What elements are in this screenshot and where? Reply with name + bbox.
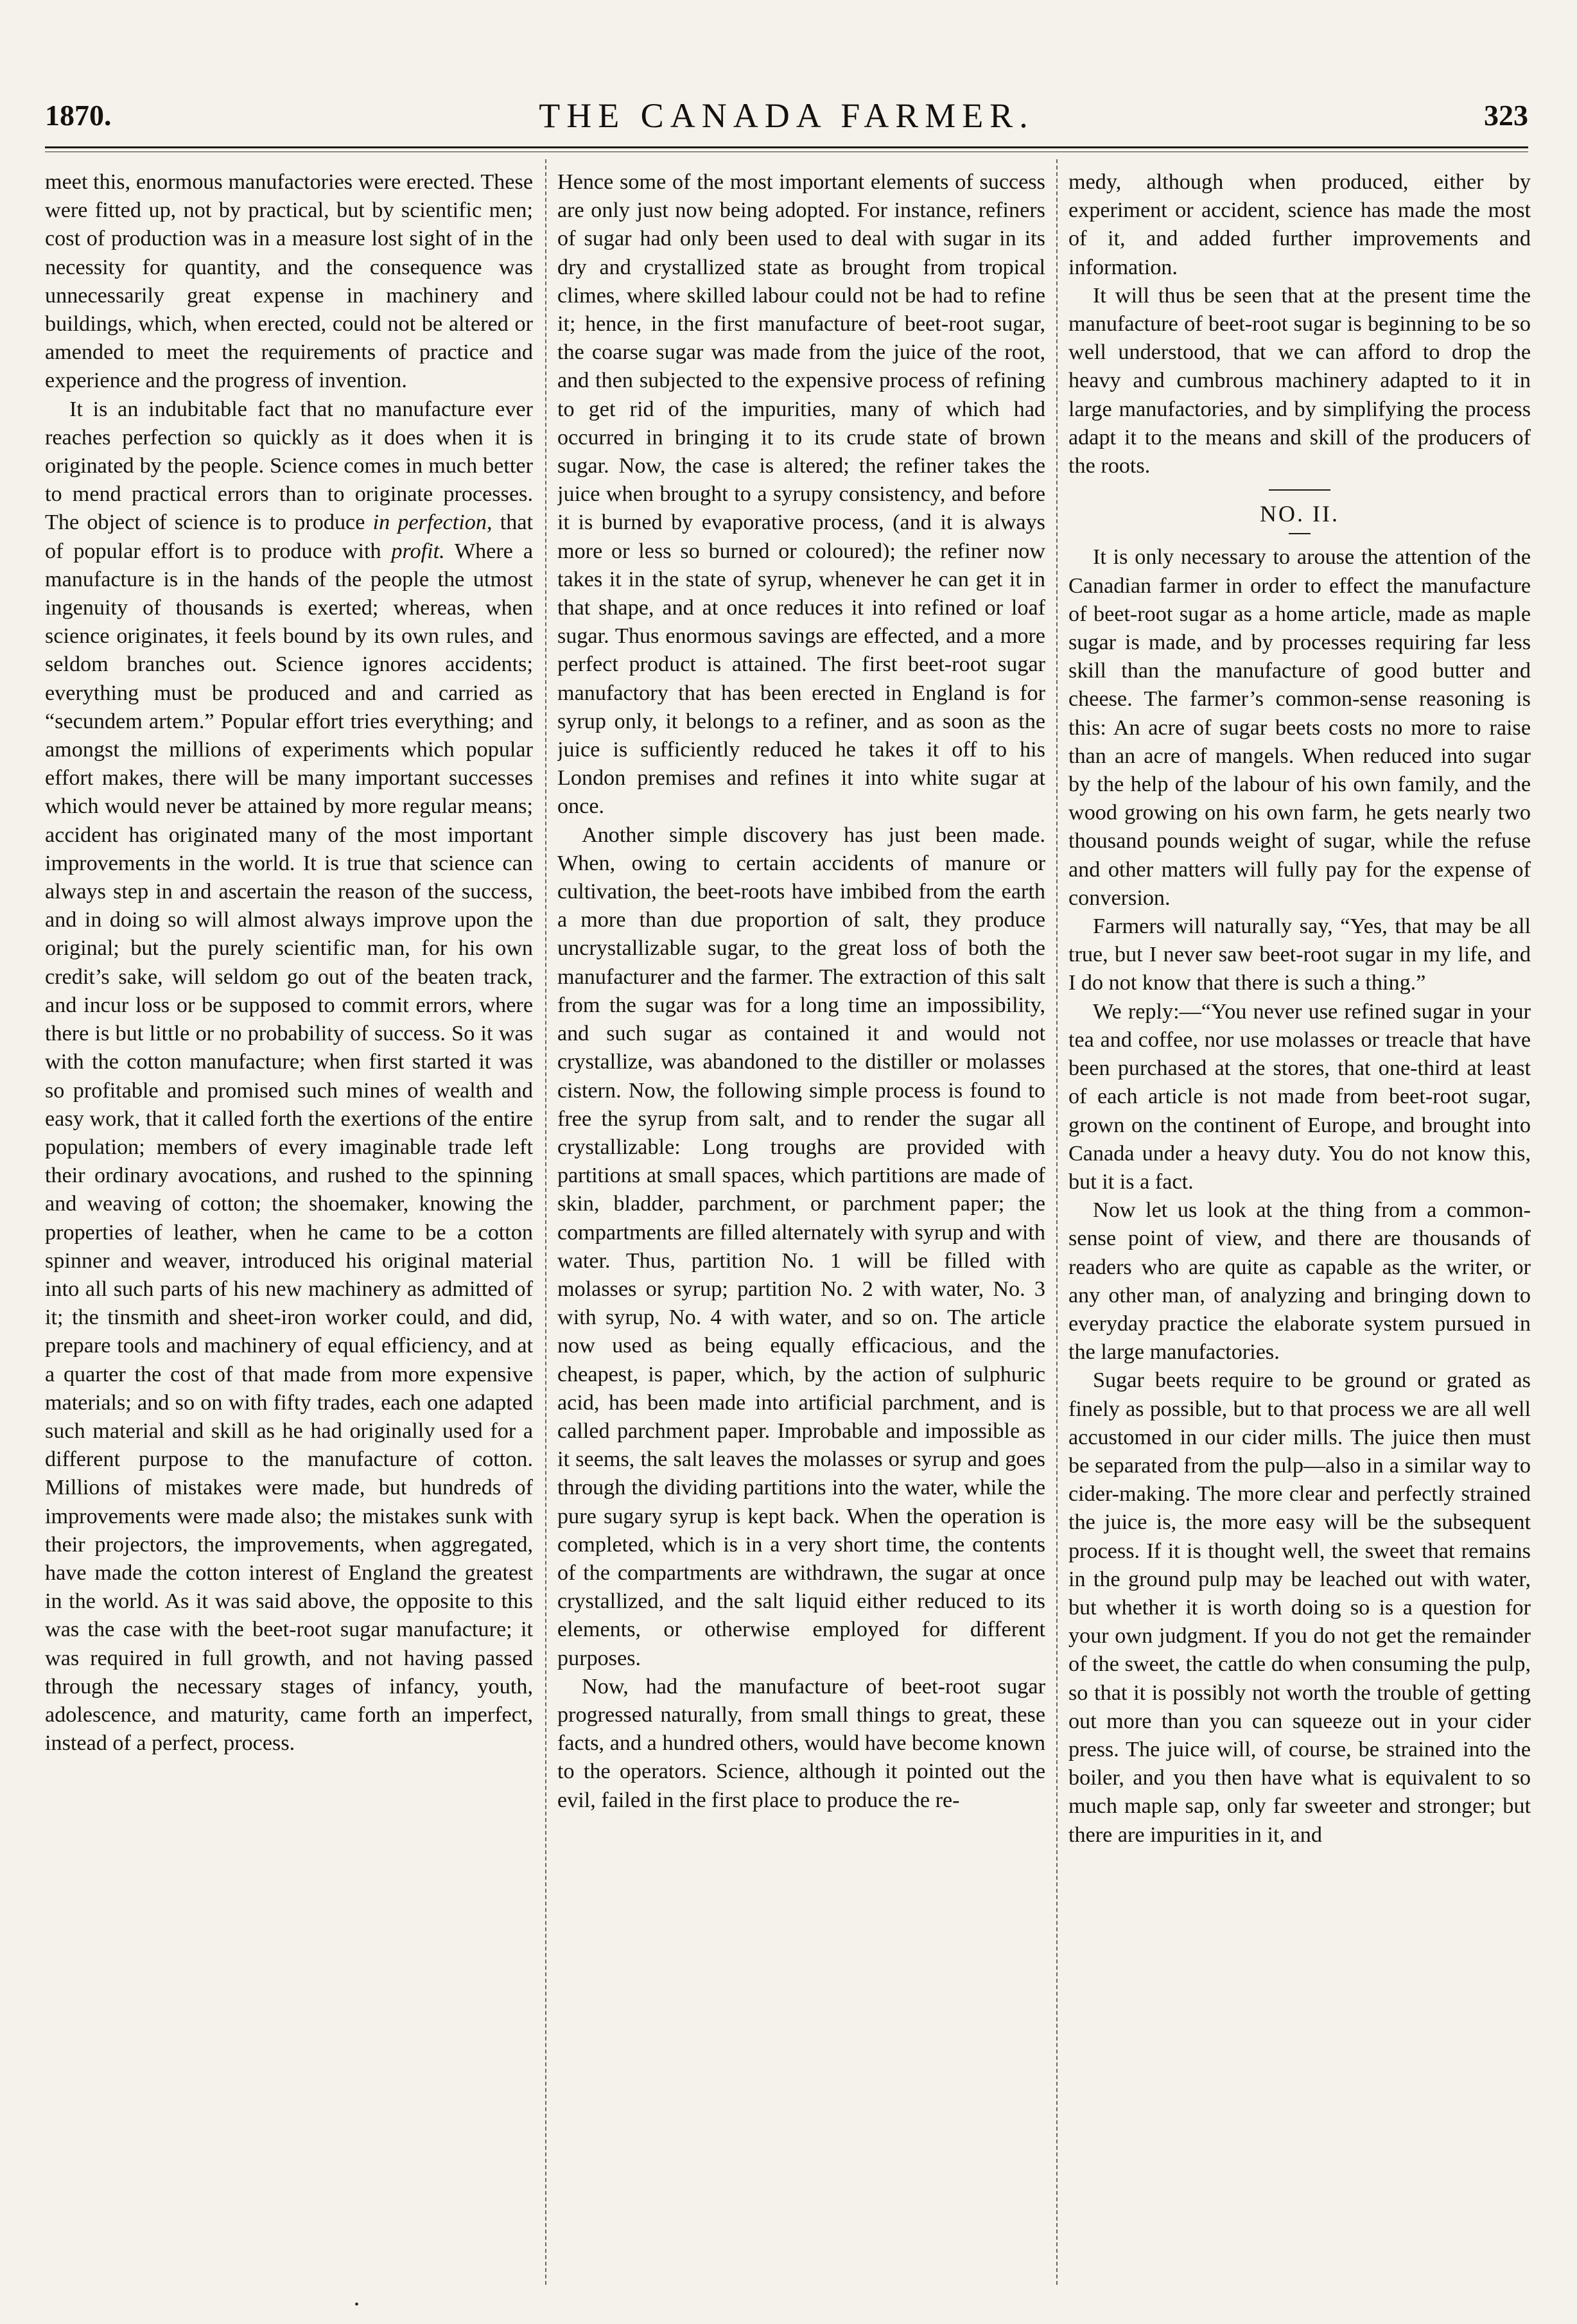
column-2 — [557, 168, 1045, 2281]
paragraph: meet this, enormous manufactories were erected. These were fitted up, not by practical, but by scientific men; cost of production was in a measure lost sight of in the necessity for quantity, and the consequence was unnecessarily great expense in machinery and buildings, which, when erected, could not be altered or amended to meet the requirements of practice and experience and the progress of invention. — [45, 170, 533, 393]
issue-year: 1870. — [45, 99, 112, 132]
section-heading: NO. II. — [1260, 501, 1339, 527]
page-number: 323 — [1484, 99, 1528, 132]
paragraph: medy, although when produced, either by experiment or accident, science has made the most of it, and added further improvements and information. — [1068, 170, 1531, 279]
paragraph: Now let us look at the thing from a common-sense point of view, and there are thousands of readers who are quite as capable as the writer, or any other man, of analyzing and bringing down to everyday practice the elaborate system pursued in the large manufactories. — [1068, 1198, 1531, 1365]
column-divider — [1056, 159, 1058, 2285]
paragraph: It is only necessary to arouse the attention of the Canadian farmer in order to effect the manufacture of beet-root sugar as a home article, made as maple sugar is made, and by processes requiring far less skill than the manufacture of good butter and cheese. The farmer’s common-sense reasoning is this: An acre of sugar beets costs no more to raise than an acre of mangels. When reduced into sugar by the help of the labour of his own family, and the wood growing on his own farm, he gets nearly two thousand pounds weight of sugar, while the refuse and other matters will fully pay for the expense of conversion. — [1068, 545, 1531, 910]
paragraph: Another simple discovery has just been made. When, owing to certain accidents of manure or cultivation, the beet-roots have imbibed from the earth a more than due proportion of salt, they produce uncrystallizable sugar, to the great loss of both the manufacturer and the farmer. The extraction of this salt from the sugar was for a long time an impossibility, and such sugar as contained it and would not crystallize, was abandoned to the distiller or molasses cistern. Now, the following simple process is found to free the syrup from salt, and to render the sugar all crystallizable: Long troughs are provided with partitions at small spaces, which partitions are made of skin, bladder, parchment, or parchment paper; the compartments are filled alternately with syrup and with water. Thus, partition No. 1 will be filled with molasses or syrup; partition No. 2 with water, No. 3 with syrup, No. 4 with water, and so on. The article now used as being equally efficacious, and the cheapest, is paper, which, by the action of sulphuric acid, has been made into artificial parchment, and is called parchment paper. Improbable and impossible as it seems, the salt leaves the molasses or syrup and goes through the dividing partitions into the water, while the pure sugary syrup is kept back. When the operation is completed, which is in a very short time, the contents of the compartments are withdrawn, the sugar at once crystallized, and the salt liquid either reduced to its elements, or otherwise employed for different purposes. — [557, 823, 1045, 1670]
column-divider — [545, 159, 546, 2285]
masthead — [45, 96, 1528, 143]
column-1 — [45, 168, 533, 2281]
section-rule — [1269, 489, 1330, 491]
paragraph-text: that of popular effort is to produce with — [45, 511, 533, 563]
footer-mark: • — [354, 2298, 360, 2312]
column-3 — [1068, 168, 1531, 2281]
paragraph-text: It is an indubitable fact that no manufacture ever reaches perfection so quickly as it does when it is originated by the people. Science comes in much better to mend practical errors than to originate processes. The object of science is to produce — [45, 397, 533, 535]
paragraph: Farmers will naturally say, “Yes, that may be all true, but I never saw beet-root sugar in my life, and I do not know that there is such a thing.” — [1068, 914, 1531, 995]
paragraph-text: Where a manufacture is in the hands of the people the utmost ingenuity of thousands is exerted; whereas, when science originates, it feels bound by its own rules, and seldom branches out. Science ignores accidents; everything must be produced and and carried as “secundem artem.” Popular effort tries everything; and amongst the millions of experiments which popular effort makes, there will be many important successes which would never be attained by more regular means; accident has originated many of the most important improvements in the world. It is true that science can always step in and ascertain the reason of the success, and in doing so will almost always improve upon the original; but the purely scientific man, for his own credit’s sake, will seldom go out of the beaten track, and incur loss or be supposed to commit errors, where there is but little or no probability of success. So it was with the cotton manufacture; when first started it was so profitable and promised such mines of wealth and easy work, that it called forth the exertions of the entire population; members of every imaginable trade left their ordinary avocations, and rushed to the spinning and weaving of cotton; the shoemaker, knowing the properties of leather, when he came to be a cotton spinner and weaver, introduced his original material into all such parts of his new machinery as admitted of it; the tinsmith and sheet-iron worker could, and did, prepare tools and machinery of equal efficiency, and at a quarter the cost of that made from more expensive materials; and so on with fifty trades, each one adapted such material and skill as he had originally used for a different purpose to the manufacture of cotton. Millions of mistakes were made, but hundreds of improvements were made also; the mistakes sunk with their projectors, the improvements, when aggregated, have made the cotton interest of England the greatest in the world. As it was said above, the opposite to this was the case with the beet-root sugar manufacture; it was required in full growth, and not having passed through the necessary stages of infancy, youth, adolescence, and maturity, came forth an imperfect, instead of a perfect, process. — [45, 539, 533, 1756]
italic-phrase: profit. — [391, 539, 445, 563]
paragraph — [45, 396, 533, 1758]
italic-phrase: in perfection, — [372, 511, 492, 535]
publication-title: THE CANADA FARMER. — [539, 96, 1034, 135]
section-rule — [1289, 533, 1311, 534]
paragraph: Sugar beets require to be ground or grated as finely as possible, but to that process we are all well accustomed in our cider mills. The juice then must be separated from the pulp—also in a similar way to cider-making. The more clear and perfectly strained the juice is, the more easy will be the subsequent process. If it is thought well, the sweet that remains in the ground pulp may be leached out with water, but whether it is worth doing so is a question for your own judgment. If you do not get the remainder of the sweet, the cattle do when consuming the pulp, so that it is possibly not worth the trouble of getting out more than you can squeeze out in your cider press. The juice will, of course, be strained into the boiler, and you then have what is equivalent to so much maple sap, only far sweeter and stronger; but there are impurities in it, and — [1068, 1368, 1531, 1847]
paragraph: Hence some of the most important elements of success are only just now being adopted. For instance, refiners of sugar had only been used to deal with sugar in its dry and crystallized state as brought from tropical climes, where skilled labour could not be had to refine it; hence, in the first manufacture of beet-root sugar, the coarse sugar was made from the juice of the root, and then subjected to the expensive process of refining to get rid of the impurities, many of which had occurred in bringing it to its crude state of brown sugar. Now, the case is altered; the refiner takes the juice when brought to a syrupy consistency, and before it is burned by evaporative process, (and it is always more or less so burned or coloured); the refiner now takes it in the state of syrup, whenever he can get it in that shape, and at once reduces it into refined or loaf sugar. Thus enormous savings are effected, and a more perfect product is attained. The first beet-root sugar manufactory that has been erected in England is for syrup only, it belongs to a refiner, and as soon as the juice is sufficiently reduced he takes it off to his London premises and refines it into white sugar at once. — [557, 170, 1045, 819]
masthead-rule — [45, 146, 1528, 148]
paragraph: It will thus be seen that at the present time the manufacture of beet-root sugar is beginning to be so well understood, that we can afford to drop the heavy and cumbrous machinery adapted to it in large manufactories, and by simplifying the process adapt it to the means and skill of the producers of the roots. — [1068, 283, 1531, 478]
paragraph: We reply:—“You never use refined sugar in your tea and coffee, nor use molasses or treacle that have been purchased at the stores, that one-third at least of each article is not made from beet-root sugar, grown on the continent of Europe, and brought into Canada under a heavy duty. You do not know this, but it is a fact. — [1068, 999, 1531, 1194]
paragraph: Now, had the manufacture of beet-root sugar progressed naturally, from small things to great, these facts, and a hundred others, would have become known to the operators. Science, although it pointed out the evil, failed in the first place to produce the re- — [557, 1674, 1045, 1812]
